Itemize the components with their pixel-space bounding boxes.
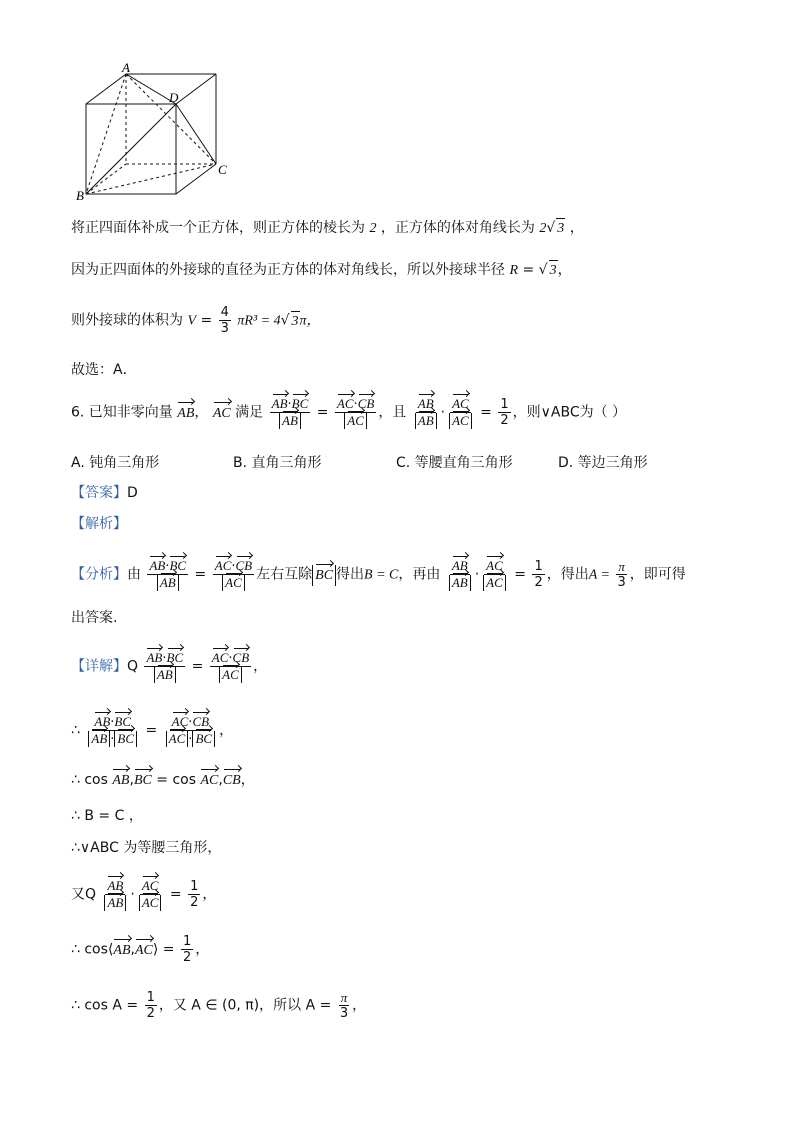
eq: =: [190, 566, 211, 583]
eq: =: [475, 404, 497, 421]
edge-dc: [176, 104, 216, 164]
v-ac: AC: [135, 941, 153, 961]
v-ac: AC: [141, 895, 159, 910]
fx-h: ，即可得: [629, 566, 686, 583]
v-ac: AC: [336, 396, 354, 411]
eq: =: [187, 658, 208, 675]
half-num: 1: [182, 934, 192, 949]
v-ab: AB: [149, 558, 166, 573]
half-den: 2: [190, 895, 199, 910]
fx-unit-ac: [481, 558, 508, 591]
s8-pi-3: [338, 990, 350, 1021]
v-bc: BC: [114, 714, 132, 729]
vol-root: 3: [291, 311, 300, 332]
frac-4-3: [219, 305, 231, 336]
s3-mid: = cos: [151, 772, 201, 788]
half-num: 1: [500, 397, 509, 412]
label-a: A: [122, 62, 130, 75]
fx-unit-ab: [447, 558, 473, 591]
dot: ·: [353, 397, 358, 412]
label-d: D: [169, 90, 179, 105]
eq: =: [509, 566, 531, 583]
diag-coef: 2: [539, 221, 547, 236]
pi-num: π: [340, 990, 348, 1005]
q-half: [498, 397, 510, 428]
detail-step-6: [71, 878, 216, 911]
v-ac: AC: [486, 575, 503, 590]
fenxi-tag: 【分析】: [71, 566, 127, 583]
dot: ·: [110, 715, 115, 730]
edge-bd: [86, 104, 176, 194]
comma: ,: [129, 772, 134, 788]
v-ab: AB: [94, 714, 111, 729]
text-l1f: ，: [569, 220, 584, 236]
s7-half: [181, 934, 193, 965]
fenxi-line: [71, 558, 686, 591]
v-ac: AC: [225, 575, 242, 590]
v-ab: AB: [417, 413, 434, 428]
fx-frac-right: [213, 558, 254, 591]
solution-line-4: 故选：A．: [71, 362, 137, 378]
fx-f: ，得出: [546, 566, 589, 583]
diag-root: 3: [556, 218, 565, 239]
half-num: 1: [534, 559, 543, 574]
s3-end: ，: [240, 772, 255, 788]
v-cb: CB: [223, 771, 241, 791]
half-num: 1: [146, 990, 155, 1005]
v-bc: BC: [291, 396, 309, 411]
fx-g: A =: [588, 567, 614, 583]
v-ac: AC: [211, 650, 229, 665]
s2-right: [164, 714, 217, 747]
dot: ·: [188, 732, 193, 747]
v-bc: BC: [166, 650, 184, 665]
s7-mid: ⟩ =: [152, 941, 179, 958]
dot: ·: [228, 651, 233, 666]
detail-step-5: ∴∨ABC 为等腰三角形，: [71, 840, 222, 856]
frac-4-3-num: 4: [220, 305, 229, 320]
volume-symbol: V: [187, 313, 197, 329]
detail-tag: 【详解】: [71, 658, 127, 675]
detail-step-1: [71, 650, 267, 683]
pi-num: π: [618, 559, 625, 574]
half-den: 2: [534, 575, 543, 590]
v-cb: CB: [357, 396, 375, 411]
v-ab: AB: [451, 558, 468, 573]
fx-d: B = C: [364, 567, 399, 583]
dot: ·: [130, 886, 135, 903]
fenxi-line-2: 出答案.: [71, 610, 118, 626]
edge-length: 2: [369, 221, 377, 236]
cube-figure: [70, 62, 230, 202]
v-ac: AC: [141, 878, 159, 893]
s1-end: ，: [253, 658, 268, 675]
v-ac: AC: [168, 731, 186, 746]
v-cb: CB: [235, 558, 253, 573]
v-cb: CB: [232, 650, 250, 665]
vec-ac: AC: [213, 404, 231, 424]
q-and: ，且: [378, 404, 407, 421]
option-c[interactable]: C. 等腰直角三角形: [396, 455, 513, 471]
dot: ·: [162, 651, 167, 666]
fx-e: ，再由: [398, 566, 441, 583]
s2-pre: ∴: [71, 722, 80, 739]
radius-symbol: R: [509, 263, 519, 278]
option-a[interactable]: A. 钝角三角形: [71, 455, 160, 471]
half-den: 2: [182, 950, 192, 965]
s6-half: [188, 879, 200, 910]
s8-mid: ，又 A ∈ (0, π)，所以 A =: [158, 997, 336, 1014]
v-ab: AB: [146, 650, 163, 665]
text-l2e: ，: [557, 262, 572, 278]
s2-end: ，: [219, 722, 234, 739]
cube-edge-tl: [86, 74, 126, 104]
v-ac: AC: [452, 413, 469, 428]
edge-ac: [126, 74, 216, 164]
v-bc: BC: [117, 731, 135, 746]
fx-b: 左右互除: [256, 566, 313, 583]
vec-ab: AB: [177, 404, 194, 424]
v-bc: BC: [169, 558, 187, 573]
comma: ,: [130, 941, 135, 958]
solution-line-1: 将正四面体补成一个正方体，则正方体的棱长为 2 ，正方体的体对角线长为 2√ 3 ，: [71, 218, 584, 239]
fx-half: [532, 559, 544, 590]
label-b: B: [76, 188, 84, 202]
answer-value: D: [127, 485, 138, 501]
s6-unit-ab: [102, 878, 128, 911]
text-l3c: =: [196, 312, 217, 329]
pi-den: 3: [339, 1006, 349, 1021]
answer-tag: 【答案】: [71, 485, 127, 501]
question-6: [71, 396, 626, 429]
v-ab: AB: [451, 575, 468, 590]
s3-pre: ∴ cos: [71, 772, 113, 788]
v-ab: AB: [156, 667, 173, 682]
v-ab: AB: [91, 731, 108, 746]
option-b[interactable]: B. 直角三角形: [233, 455, 322, 471]
pi-den: 3: [617, 575, 626, 590]
q-sep: ，: [194, 404, 209, 421]
fx-c: 得出: [336, 566, 365, 583]
s6-unit-ac: [137, 878, 164, 911]
dot: ·: [110, 732, 115, 747]
fx-pi-3: [615, 559, 627, 590]
v-ab: AB: [282, 413, 298, 428]
v-ab: AB: [112, 771, 129, 791]
dot: ·: [440, 404, 446, 421]
analysis-line: [71, 514, 127, 534]
q-satisfy: 满足: [230, 404, 264, 421]
s7-pre: ∴ cos⟨: [71, 941, 114, 958]
text-l3a: 则外接球的体积为: [71, 312, 183, 329]
text-l3h: π，: [299, 313, 321, 329]
q-unit-ac: [447, 396, 474, 429]
solution-line-3: 则外接球的体积为 V = $\frac{4}{3}$ πR³ = 4√ 3π，: [71, 305, 321, 336]
v-ac: AC: [171, 714, 189, 729]
v-ab: AB: [107, 895, 124, 910]
v-ab: AB: [159, 575, 176, 590]
eq: =: [165, 886, 187, 903]
dot: ·: [231, 559, 236, 574]
detail-step-7: [71, 934, 209, 965]
v-ab: AB: [417, 396, 434, 411]
s8-pre: ∴ cos A =: [71, 997, 143, 1014]
comma: ,: [218, 772, 223, 788]
v-bc: BC: [315, 566, 333, 586]
detail-step-4: ∴ B = C ，: [71, 808, 143, 824]
text-l1a: 将正四面体补成一个正方体，则正方体的棱长为: [71, 220, 365, 236]
v-ac: AC: [222, 667, 239, 682]
radius-root: 3: [549, 260, 558, 281]
cube-edge-tr: [176, 74, 216, 104]
s2-left: [86, 714, 139, 747]
v-ab: AB: [113, 941, 130, 961]
dot: ·: [165, 559, 170, 574]
frac-4-3-den: 3: [220, 321, 229, 336]
fx-frac-left: [147, 558, 188, 591]
dot: ·: [287, 397, 292, 412]
option-d[interactable]: D. 等边三角形: [558, 455, 648, 471]
s8-half: [145, 990, 157, 1021]
eq: =: [141, 722, 162, 739]
analysis-tag: 【解析】: [71, 516, 127, 532]
s8-end: ，: [352, 997, 367, 1014]
detail-step-8: [71, 990, 366, 1021]
half-den: 2: [146, 1006, 155, 1021]
s6-end: ，: [202, 886, 217, 903]
s6-pre: 又Q: [71, 886, 97, 903]
text-l2a: 因为正四面体的外接球的直径为正方体的体对角线长，所以外接球半径: [71, 262, 505, 278]
s7-end: ，: [195, 941, 210, 958]
half-num: 1: [190, 879, 199, 894]
label-c: C: [218, 162, 227, 177]
q-frac-right: [335, 396, 376, 429]
v-ab: AB: [107, 878, 124, 893]
q-unit-ab: [413, 396, 439, 429]
question-prefix: 6. 已知非零向量: [71, 404, 173, 421]
dot: ·: [474, 566, 480, 583]
v-ab: AB: [271, 396, 288, 411]
detail-q: Q: [127, 658, 139, 675]
text-l3f: πR³ = 4: [237, 313, 281, 329]
v-ac: AC: [452, 396, 469, 411]
cube-edge-br: [176, 164, 216, 194]
q-end: ，则∨ABC为（ ）: [512, 404, 627, 421]
s1-left: [144, 650, 185, 683]
half-den: 2: [500, 413, 509, 428]
edge-ab: [86, 74, 126, 194]
v-ac: AC: [200, 771, 218, 791]
text-l2c: =: [518, 262, 539, 278]
q-frac-left: [270, 396, 311, 429]
text-l1c: ，正方体的体对角线长为: [380, 220, 535, 236]
dot: ·: [188, 715, 193, 730]
solution-line-2: 因为正四面体的外接球的直径为正方体的体对角线长，所以外接球半径 R = √ 3，: [71, 260, 572, 281]
fx-a: 由: [127, 566, 141, 583]
eq: =: [312, 404, 333, 421]
s1-right: [210, 650, 251, 683]
v-ac: AC: [486, 558, 503, 573]
v-bc: BC: [134, 771, 152, 791]
v-ac: AC: [214, 558, 232, 573]
v-ac: AC: [347, 413, 364, 428]
v-bc: BC: [195, 731, 213, 746]
detail-step-3: [71, 770, 255, 791]
answer-line: [71, 483, 138, 503]
detail-step-2: [71, 714, 233, 747]
v-cb: CB: [192, 714, 210, 729]
